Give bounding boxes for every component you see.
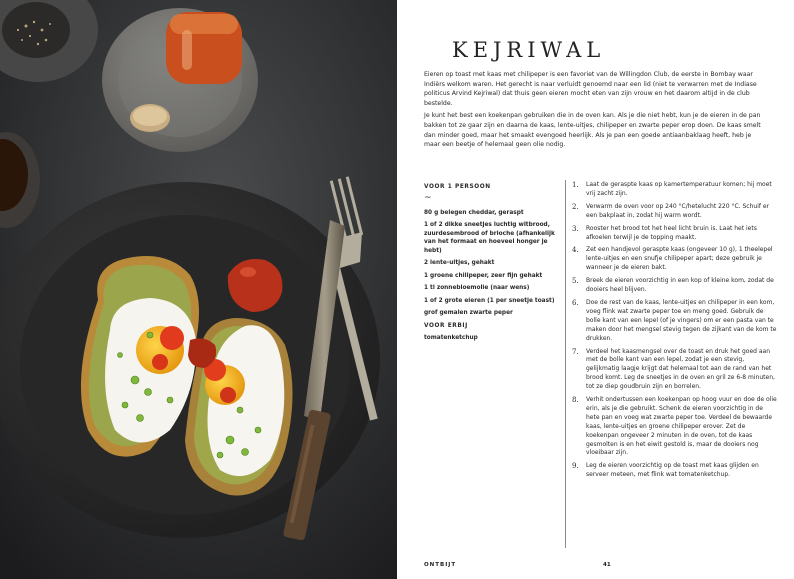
- ingredient-item: 1 groene chilipeper, zeer fijn gehakt: [424, 272, 543, 279]
- servings-label: VOOR 1 PERSOON: [424, 184, 491, 190]
- ingredient-item: grof gemalen zwarte peper: [424, 310, 513, 316]
- step-number: 9.: [572, 462, 579, 471]
- ingredients-column: [424, 183, 564, 347]
- step-text: Rooster het brood tot het heel licht bruin is. Laat het iets afkoelen terwijl je de topping maakt.: [586, 224, 757, 241]
- step-item: [572, 299, 777, 344]
- recipe-title: KEJRIWAL: [452, 38, 606, 62]
- recipe-page: [397, 0, 794, 579]
- intro-paragraph: Je kunt het best een koekenpan gebruiken die in de oven kan. Als je die niet hebt, kun je de eieren in de pan bakken tot ze gaar zijn en daarna de kaas, lente-uitjes, chilipeper en zwarte peper erop doen. De kaas smelt dan minder goed, maar het smaakt evengoed heerlijk. Als je pan een goede antiaanbaklaag heeft, heb je maar een beetje of helemaal geen olie nodig.: [424, 112, 761, 149]
- step-number: 4.: [572, 246, 579, 255]
- step-item: [572, 462, 777, 480]
- footer-section: ONTBIJT: [424, 562, 457, 568]
- side-list: [424, 334, 564, 343]
- ingredient-item: 2 lente-uitjes, gehakt: [424, 260, 495, 266]
- column-divider: [565, 180, 566, 548]
- step-item: [572, 203, 777, 221]
- ingredient-list: [424, 209, 564, 318]
- step-text: Breek de eieren voorzichtig in een kop of kleine kom, zodat de dooiers heel blijven.: [586, 277, 774, 294]
- intro-paragraph: Eieren op toast met kaas met chilipeper is een favoriet van de Willingdon Club, de eerste in Bombay waar Indiërs welkom waren. Het gerecht is naar verluidt genoemd naar een lid (niet te verwarren met de Indiase politicus Arvind Kejriwal) dat thuis geen eieren mocht eten van zijn vrouw en het daarom altijd in de club bestelde.: [424, 71, 757, 107]
- step-number: 2.: [572, 202, 579, 211]
- side-item: tomatenketchup: [424, 335, 478, 341]
- step-number: 3.: [572, 224, 579, 233]
- step-text: Doe de rest van de kaas, lente-uitjes en chilipeper in een kom, voeg flink wat zwarte peper toe en meng goed. Gebruik de bolle kant van een lepel (of je vingers) om er een pasta van te maken door het mengsel stevig tegen de zijkant van de kom te drukken.: [586, 298, 777, 342]
- step-item: [572, 277, 777, 295]
- step-number: 7.: [572, 347, 579, 356]
- step-item: [572, 246, 777, 273]
- step-number: 6.: [572, 298, 579, 307]
- ingredient-item: 80 g belegen cheddar, geraspt: [424, 209, 524, 216]
- ingredient-item: 1 of 2 dikke sneetjes luchtig witbrood, zuurdesembrood of brioche (afhankelijk van het formaat en hoeveel honger je hebt): [424, 222, 555, 254]
- step-text: Verwarm de oven voor op 240 °C/hetelucht 220 °C. Schuif er een bakplaat in, zodat hij warm wordt.: [586, 202, 770, 219]
- page-number: 41: [603, 562, 611, 568]
- step-text: Laat de geraspte kaas op kamertemperatuur komen; hij moet vrij zacht zijn.: [586, 181, 772, 197]
- step-item: [572, 181, 777, 199]
- step-text: Verdeel het kaasmengsel over de toast en druk het goed aan met de bolle kant van een lepel, zodat je een stevig, gelijkmatig laagje krijgt dat helemaal tot aan de rand van het brood komt. Leg de sneetjes in de oven en gril ze 6-8 minuten, tot ze diep goudbruin zijn en borrelen.: [586, 347, 775, 391]
- step-number: 5.: [572, 277, 579, 286]
- step-text: Leg de eieren voorzichtig op de toast met kaas glijden en serveer meteen, met flink wat tomatenketchup.: [586, 462, 759, 479]
- step-item: [572, 225, 777, 243]
- step-item: [572, 396, 777, 458]
- step-text: Zet een handjevol geraspte kaas (ongeveer 10 g), 1 theelepel lente-uitjes en een snufje chilipeper apart; deze gebruik je wanneer je de eieren bakt.: [586, 246, 773, 272]
- ingredient-item: 1 of 2 grote eieren (1 per sneetje toast): [424, 297, 555, 304]
- ingredient-item: 1 tl zonnebloemolie (naar wens): [424, 285, 530, 291]
- step-number: 8.: [572, 396, 579, 405]
- method-steps: [572, 181, 777, 484]
- tilde-ornament: ~: [424, 192, 432, 203]
- recipe-intro: [424, 70, 764, 153]
- side-label: VOOR ERBIJ: [424, 322, 468, 329]
- step-number: 1.: [572, 181, 579, 189]
- step-item: [572, 348, 777, 393]
- step-text: Verhit ondertussen een koekenpan op hoog vuur en doe de olie erin, als je die gebruikt. Schenk de eieren voorzichtig in de hete pan en voeg wat zwarte peper toe. Verdeel de bewaarde kaas, lente-uitjes en groene chilipeper erover. Zet de koekenpan ongeveer 2 minuten in de oven, tot de kaas gesmolten is en het eiwit gestold is, maar de dooiers nog vloeibaar zijn.: [586, 396, 777, 457]
